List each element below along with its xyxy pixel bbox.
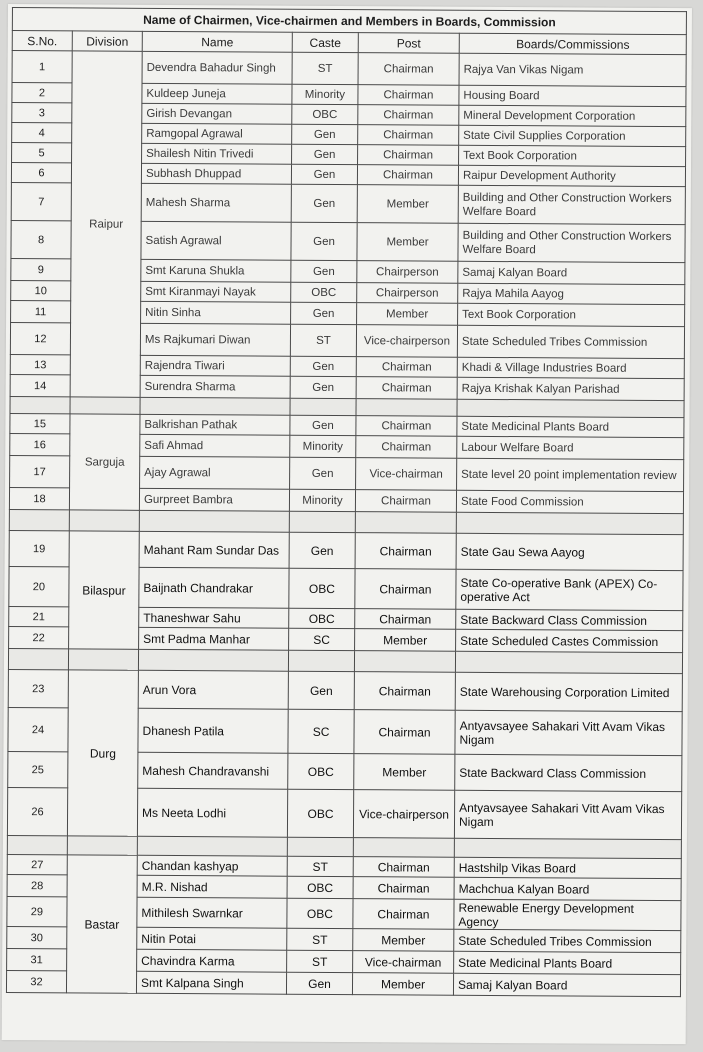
board-cell: State Warehousing Corporation Limited bbox=[455, 672, 682, 711]
sno-cell: 14 bbox=[10, 375, 70, 397]
name-cell: Smt Kiranmayi Nayak bbox=[141, 281, 291, 302]
post-cell: Member bbox=[355, 629, 456, 652]
board-cell: Labour Welfare Board bbox=[457, 436, 684, 459]
post-cell: Chairman bbox=[355, 533, 456, 570]
sno-cell: 10 bbox=[11, 281, 71, 301]
name-cell: Smt Kalpana Singh bbox=[136, 971, 286, 994]
name-cell: Ramgopal Agrawal bbox=[142, 123, 292, 144]
sno-cell: 1 bbox=[12, 51, 72, 83]
name-cell: Mahesh Chandravanshi bbox=[138, 752, 288, 789]
division-cell: Bilaspur bbox=[69, 531, 140, 649]
separator-cell bbox=[354, 651, 455, 673]
table-row bbox=[10, 414, 684, 438]
board-cell: Khadi & Village Industries Board bbox=[457, 357, 684, 378]
col-header-division: Division bbox=[72, 31, 142, 51]
post-cell: Member bbox=[357, 223, 458, 262]
caste-cell: OBC bbox=[287, 789, 353, 837]
post-cell: Chairman bbox=[356, 377, 457, 400]
separator-cell bbox=[68, 649, 138, 670]
sno-cell: 2 bbox=[12, 83, 72, 103]
separator-cell bbox=[67, 836, 137, 855]
caste-cell: Gen bbox=[292, 144, 358, 164]
post-cell: Chairperson bbox=[357, 283, 458, 304]
board-cell: State Scheduled Tribes Commission bbox=[454, 929, 681, 952]
name-cell: Ajay Agrawal bbox=[140, 456, 290, 489]
col-header-post: Post bbox=[358, 33, 459, 54]
name-cell: Mahant Ram Sundar Das bbox=[139, 531, 289, 568]
board-cell: State Medicinal Plants Board bbox=[457, 416, 684, 437]
board-cell: State Backward Class Commission bbox=[455, 754, 682, 791]
table-row bbox=[7, 855, 681, 879]
post-cell: Vice-chairman bbox=[356, 458, 457, 491]
name-cell: Ms Rajkumari Diwan bbox=[140, 323, 290, 356]
name-cell: Mithilesh Swarnkar bbox=[137, 897, 287, 928]
caste-cell: Gen bbox=[291, 184, 357, 222]
name-cell: Nitin Sinha bbox=[141, 301, 291, 324]
separator-cell bbox=[137, 836, 287, 856]
separator-cell bbox=[455, 651, 682, 673]
post-cell: Chairman bbox=[356, 357, 457, 378]
caste-cell: OBC bbox=[292, 104, 358, 124]
name-cell: Dhanesh Patila bbox=[138, 708, 288, 753]
name-cell: Balkrishan Pathak bbox=[140, 414, 290, 435]
separator-cell bbox=[290, 398, 356, 415]
post-cell: Member bbox=[357, 303, 458, 326]
caste-cell: Gen bbox=[288, 671, 354, 709]
caste-cell: OBC bbox=[288, 753, 354, 789]
post-cell: Chairman bbox=[354, 710, 455, 755]
caste-cell: SC bbox=[289, 628, 355, 650]
board-cell: Rajya Krishak Kalyan Parishad bbox=[457, 377, 684, 400]
board-cell: State Scheduled Tribes Commission bbox=[457, 325, 684, 358]
caste-cell: ST bbox=[292, 52, 358, 84]
separator-cell bbox=[140, 397, 290, 415]
board-cell: Building and Other Construction Workers Welfare Board bbox=[458, 185, 685, 224]
caste-cell: Gen bbox=[286, 972, 352, 994]
sno-cell: 31 bbox=[7, 949, 67, 971]
sno-cell: 26 bbox=[7, 788, 67, 836]
name-cell: Subhash Dhuppad bbox=[141, 163, 291, 184]
name-cell: Arun Vora bbox=[138, 670, 288, 709]
board-cell: State Backward Class Commission bbox=[456, 609, 683, 630]
post-cell: Chairman bbox=[356, 416, 457, 437]
separator-cell bbox=[8, 649, 68, 670]
caste-cell: Gen bbox=[291, 164, 357, 184]
name-cell: Baijnath Chandrakar bbox=[139, 567, 289, 608]
name-cell: Smt Karuna Shukla bbox=[141, 259, 291, 282]
sno-cell: 19 bbox=[9, 531, 69, 567]
board-cell: Text Book Corporation bbox=[458, 303, 685, 326]
name-cell: Safi Ahmad bbox=[140, 434, 290, 457]
sno-cell: 4 bbox=[12, 123, 72, 143]
post-cell: Chairman bbox=[353, 877, 454, 900]
post-cell: Chairman bbox=[357, 165, 458, 186]
post-cell: Chairman bbox=[355, 569, 456, 610]
post-cell: Chairman bbox=[353, 857, 454, 878]
separator-cell bbox=[138, 649, 288, 671]
sno-cell: 21 bbox=[9, 607, 69, 627]
separator-cell bbox=[69, 510, 139, 531]
board-cell: Machchua Kalyan Board bbox=[454, 877, 681, 900]
boards-table bbox=[6, 7, 687, 997]
post-cell: Vice-chairman bbox=[353, 951, 454, 974]
separator-cell bbox=[454, 838, 681, 858]
separator-cell bbox=[353, 838, 454, 858]
board-cell: State Civil Supplies Corporation bbox=[459, 125, 686, 146]
table-title: Name of Chairmen, Vice-chairmen and Members in Boards, Commission bbox=[12, 8, 686, 35]
name-cell: Mahesh Sharma bbox=[141, 183, 291, 222]
post-cell: Chairman bbox=[355, 609, 456, 630]
post-cell: Chairman bbox=[358, 105, 459, 126]
table-row bbox=[9, 531, 683, 571]
document-page bbox=[2, 4, 692, 1044]
caste-cell: Minority bbox=[290, 435, 356, 457]
board-cell: Samaj Kalyan Board bbox=[458, 261, 685, 284]
caste-cell: ST bbox=[287, 856, 353, 876]
table-row bbox=[8, 670, 682, 712]
name-cell: Chavindra Karma bbox=[137, 949, 287, 972]
caste-cell: SC bbox=[288, 709, 354, 753]
division-cell: Sarguja bbox=[69, 414, 140, 510]
post-cell: Chairman bbox=[355, 490, 456, 513]
post-cell: Chairman bbox=[358, 145, 459, 166]
post-cell: Vice-chairperson bbox=[356, 325, 457, 358]
board-cell: State Gau Sewa Aayog bbox=[456, 533, 683, 570]
caste-cell: Gen bbox=[289, 532, 355, 568]
name-cell: Devendra Bahadur Singh bbox=[142, 51, 292, 84]
sno-cell: 22 bbox=[9, 627, 69, 649]
sno-cell: 16 bbox=[10, 434, 70, 456]
name-cell: Girish Devangan bbox=[142, 103, 292, 124]
caste-cell: OBC bbox=[287, 898, 353, 928]
caste-cell: Gen bbox=[290, 457, 356, 489]
caste-cell: OBC bbox=[289, 568, 355, 608]
name-cell: M.R. Nishad bbox=[137, 875, 287, 898]
sno-cell: 20 bbox=[9, 567, 69, 607]
caste-cell: Gen bbox=[291, 260, 357, 282]
board-cell: Rajya Mahila Aayog bbox=[458, 283, 685, 304]
post-cell: Chairman bbox=[353, 899, 454, 930]
board-cell: Samaj Kalyan Board bbox=[453, 973, 680, 996]
post-cell: Vice-chairperson bbox=[353, 790, 454, 839]
name-cell: Nitin Potai bbox=[137, 927, 287, 950]
board-cell: State Scheduled Castes Commission bbox=[456, 629, 683, 652]
caste-cell: OBC bbox=[287, 876, 353, 898]
name-cell: Gurpreet Bambra bbox=[139, 488, 289, 511]
sno-cell: 3 bbox=[12, 103, 72, 123]
sno-cell: 8 bbox=[11, 221, 71, 259]
separator-cell bbox=[7, 836, 67, 855]
caste-cell: Gen bbox=[291, 302, 357, 324]
post-cell: Chairman bbox=[358, 53, 459, 86]
name-cell: Ms Neeta Lodhi bbox=[137, 788, 287, 837]
board-cell: State Food Commission bbox=[456, 490, 683, 513]
name-cell: Kuldeep Juneja bbox=[142, 83, 292, 104]
caste-cell: Gen bbox=[292, 124, 358, 144]
board-cell: Mineral Development Corporation bbox=[459, 105, 686, 126]
board-cell: Rajya Van Vikas Nigam bbox=[459, 53, 686, 86]
col-header-boards: Boards/Commissions bbox=[459, 33, 686, 54]
sno-cell: 12 bbox=[10, 323, 70, 355]
board-cell: Text Book Corporation bbox=[459, 145, 686, 166]
sno-cell: 15 bbox=[10, 414, 70, 434]
caste-cell: OBC bbox=[289, 608, 355, 628]
board-cell: Hastshilp Vikas Board bbox=[454, 857, 681, 878]
sno-cell: 5 bbox=[12, 143, 72, 163]
sno-cell: 17 bbox=[10, 456, 70, 488]
col-header-caste: Caste bbox=[292, 32, 358, 52]
sno-cell: 27 bbox=[7, 855, 67, 875]
post-cell: Chairman bbox=[354, 672, 455, 711]
board-cell: Antyavsayee Sahakari Vitt Avam Vikas Nigam bbox=[455, 710, 682, 755]
board-cell: Housing Board bbox=[459, 85, 686, 106]
caste-cell: Gen bbox=[290, 356, 356, 376]
board-cell: Antyavsayee Sahakari Vitt Avam Vikas Nigam bbox=[454, 790, 681, 839]
post-cell: Chairperson bbox=[357, 261, 458, 284]
sno-cell: 29 bbox=[7, 897, 67, 927]
sno-cell: 13 bbox=[10, 355, 70, 375]
post-cell: Member bbox=[354, 754, 455, 791]
separator-cell bbox=[10, 397, 70, 414]
caste-cell: Gen bbox=[290, 376, 356, 398]
sno-cell: 23 bbox=[8, 670, 68, 708]
board-cell: State Medicinal Plants Board bbox=[454, 951, 681, 974]
name-cell: Thaneshwar Sahu bbox=[139, 607, 289, 628]
caste-cell: Minority bbox=[289, 489, 355, 511]
caste-cell: OBC bbox=[291, 282, 357, 302]
sno-cell: 18 bbox=[9, 488, 69, 510]
name-cell: Chandan kashyap bbox=[137, 855, 287, 876]
sno-cell: 6 bbox=[11, 163, 71, 183]
post-cell: Member bbox=[352, 973, 453, 996]
separator-cell bbox=[457, 399, 684, 417]
separator-cell bbox=[139, 510, 289, 532]
sno-cell: 11 bbox=[11, 301, 71, 323]
sno-cell: 32 bbox=[6, 971, 66, 993]
board-cell: State level 20 point implementation review bbox=[457, 458, 684, 491]
caste-cell: Gen bbox=[290, 415, 356, 435]
board-cell: Renewable Energy Development Agency bbox=[454, 899, 681, 930]
division-cell: Bastar bbox=[66, 855, 137, 993]
post-cell: Chairman bbox=[356, 436, 457, 459]
sno-cell: 24 bbox=[8, 708, 68, 752]
name-cell: Satish Agrawal bbox=[141, 221, 291, 260]
separator-cell bbox=[355, 512, 456, 534]
sno-cell: 7 bbox=[11, 183, 71, 221]
separator-cell bbox=[70, 397, 140, 414]
division-cell: Durg bbox=[67, 670, 138, 836]
division-cell: Raipur bbox=[70, 51, 142, 397]
post-cell: Chairman bbox=[358, 85, 459, 106]
separator-cell bbox=[456, 512, 683, 534]
post-cell: Member bbox=[357, 185, 458, 224]
sno-cell: 9 bbox=[11, 259, 71, 281]
board-cell: Building and Other Construction Workers Welfare Board bbox=[458, 223, 685, 262]
col-header-name: Name bbox=[142, 31, 292, 52]
col-header-sno: S.No. bbox=[12, 31, 72, 51]
table-row bbox=[12, 51, 686, 87]
caste-cell: ST bbox=[287, 950, 353, 972]
sno-cell: 25 bbox=[8, 752, 68, 788]
name-cell: Smt Padma Manhar bbox=[139, 627, 289, 650]
board-cell: Raipur Development Authority bbox=[458, 165, 685, 186]
separator-cell bbox=[288, 650, 354, 671]
separator-cell bbox=[9, 510, 69, 531]
separator-cell bbox=[289, 511, 355, 532]
separator-cell bbox=[287, 837, 353, 856]
caste-cell: Gen bbox=[291, 222, 357, 260]
board-cell: State Co-operative Bank (APEX) Co-operative Act bbox=[456, 569, 683, 610]
name-cell: Shailesh Nitin Trivedi bbox=[142, 143, 292, 164]
post-cell: Member bbox=[353, 929, 454, 952]
name-cell: Rajendra Tiwari bbox=[140, 355, 290, 376]
name-cell: Surendra Sharma bbox=[140, 375, 290, 398]
separator-cell bbox=[356, 399, 457, 417]
sno-cell: 30 bbox=[7, 927, 67, 949]
post-cell: Chairman bbox=[358, 125, 459, 146]
caste-cell: Minority bbox=[292, 84, 358, 104]
sno-cell: 28 bbox=[7, 875, 67, 897]
table-body bbox=[6, 51, 686, 997]
caste-cell: ST bbox=[287, 928, 353, 950]
caste-cell: ST bbox=[290, 324, 356, 356]
